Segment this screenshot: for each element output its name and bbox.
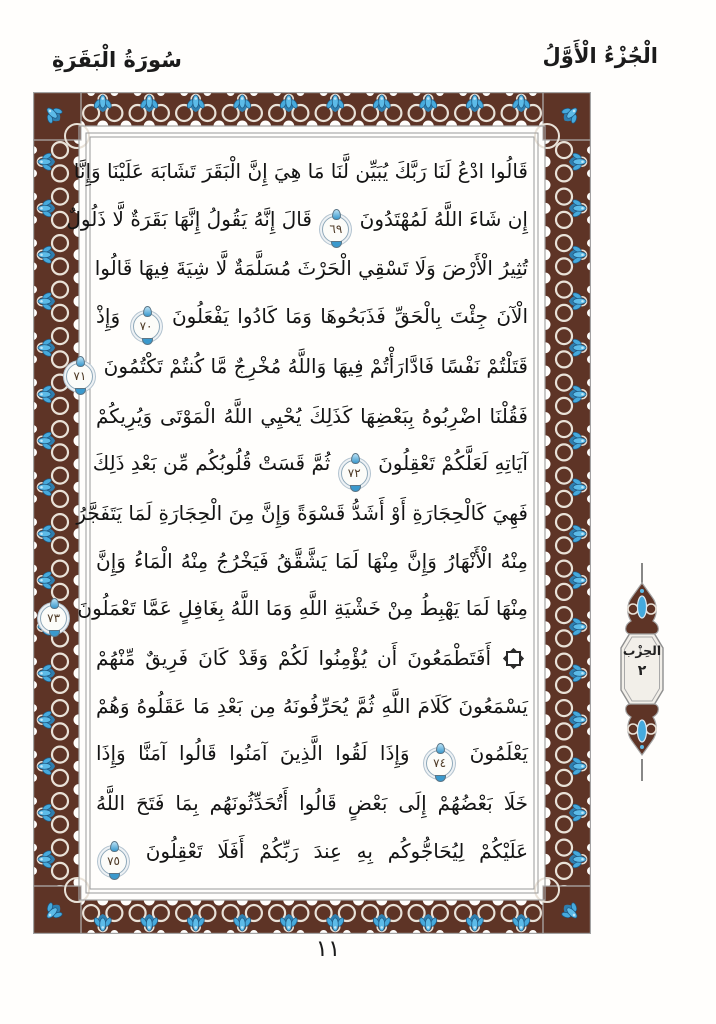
mushaf-line (92, 441, 528, 487)
ayah-text: وَإِذَا لَقُوا الَّذِينَ آمَنُوا قَالُوا آمَنَّا وَإِذَا (96, 741, 410, 766)
ayah-number-marker (100, 848, 127, 875)
ayah-number-marker (322, 216, 349, 243)
ayah-text: قَتَلْتُمْ نَفْسًا فَادَّارَأْتُمْ فِيهَا وَاللَّهُ مُخْرِجٌ مَّا كُنتُمْ تَكْتُمُونَ (103, 353, 528, 378)
page-number: ١١ (315, 936, 341, 962)
ayah-number: ٦٩ (329, 221, 343, 236)
ayah-number: ٧٠ (139, 319, 153, 334)
mushaf-line (96, 539, 528, 583)
ayah-text: يَعْلَمُونَ (469, 741, 528, 766)
juz-header: الْجُزْءُ الْأَوَّلُ (542, 44, 658, 68)
ayah-text: إِن شَاءَ اللَّهُ لَمُهْتَدُونَ (359, 206, 528, 231)
mushaf-line (76, 491, 528, 535)
ayah-text: يَسْمَعُونَ كَلَامَ اللَّهِ ثُمَّ يُحَرِّفُونَهُ مِن بَعْدِ مَا عَقَلُوهُ وَهُمْ (96, 693, 528, 718)
ayah-text: أَفَتَطْمَعُونَ أَن يُؤْمِنُوا لَكُمْ وَقَدْ كَانَ فَرِيقٌ مِّنْهُمْ (96, 646, 492, 671)
ayah-text: الْآنَ جِئْتَ بِالْحَقِّ فَذَبَحُوهَا وَمَا كَادُوا يَفْعَلُونَ (171, 304, 529, 329)
ayah-number-marker (133, 313, 160, 340)
mushaf-line (96, 246, 528, 290)
hizb-number: ٢ (637, 663, 647, 679)
hizb-medallion (610, 563, 674, 781)
frame-corner (535, 92, 591, 148)
frame-corner (33, 92, 89, 148)
ayah-number-marker (66, 363, 93, 390)
rub-el-hizb-icon (503, 648, 524, 669)
ayah-number: ٧١ (73, 368, 87, 383)
ayah-text: عَلَيْكُمْ لِيُحَاجُّوكُم بِهِ عِندَ رَبِّكُمْ أَفَلَا تَعْقِلُونَ (145, 838, 529, 863)
ayah-text: مِنْهُ الْأَنْهَارُ وَإِنَّ مِنْهَا لَمَا يَشَّقَّقُ فَيَخْرُجُ مِنْهُ الْمَاءُ وَإِنَّ (96, 548, 528, 573)
hizb-label: الحِزْب (622, 643, 662, 658)
ayah-number: ٧٢ (347, 466, 361, 481)
ayah-text: وَإِذْ (96, 304, 121, 329)
frame-corner (33, 878, 89, 934)
ayah-number: ٧٥ (107, 853, 120, 868)
ayah-number-marker (40, 605, 67, 632)
ayah-number: ٧٣ (47, 611, 61, 626)
mushaf-line (47, 586, 528, 632)
mushaf-line (96, 394, 528, 438)
ayah-number-marker (341, 460, 368, 487)
ayah-text: قَالُوا ادْعُ لَنَا رَبَّكَ يُبَيِّن لَّنَا مَا هِيَ إِنَّ الْبَقَرَ تَشَابَهَ عَلَيْنَا وَإِنَّا (73, 159, 528, 183)
ayah-number: ٧٤ (433, 756, 447, 771)
mushaf-line (66, 197, 528, 243)
ayah-text: آيَاتِهِ لَعَلَّكُمْ تَعْقِلُونَ (378, 451, 528, 476)
ayah-text: قَالَ إِنَّهُ يَقُولُ إِنَّهَا بَقَرَةٌ لَّا ذَلُولٌ (66, 206, 312, 231)
surah-header: سُورَةُ الْبَقَرَةِ (52, 48, 182, 72)
mushaf-line (96, 829, 528, 875)
mushaf-line (73, 149, 528, 193)
frame-corner (535, 878, 591, 934)
quran-text-panel (47, 137, 534, 889)
mushaf-lines (47, 137, 534, 889)
mushaf-line (96, 294, 528, 340)
ayah-text: خَلَا بَعْضُهُمْ إِلَى بَعْضٍ قَالُوا أَتُحَدِّثُونَهُم بِمَا فَتَحَ اللَّهُ (96, 791, 528, 816)
mushaf-line (96, 731, 528, 777)
mushaf-line (73, 344, 528, 390)
ayah-text: مِنْهَا لَمَا يَهْبِطُ مِنْ خَشْيَةِ اللَّهِ وَمَا اللَّهُ بِغَافِلٍ عَمَّا تَعْمَلُونَ (77, 596, 528, 621)
ayah-text: ثُمَّ قَسَتْ قُلُوبُكُم مِّن بَعْدِ ذَلِكَ (92, 451, 331, 476)
mushaf-line (96, 684, 528, 728)
ayah-text: تُثِيرُ الْأَرْضَ وَلَا تَسْقِي الْحَرْثَ مُسَلَّمَةٌ لَّا شِيَةَ فِيهَا قَالُوا (94, 256, 528, 281)
ayah-text: فَهِيَ كَالْحِجَارَةِ أَوْ أَشَدُّ قَسْوَةً وَإِنَّ مِنَ الْحِجَارَةِ لَمَا يَتَفَجَّرُ (76, 500, 528, 525)
mushaf-line (96, 636, 528, 680)
ayah-text: فَقُلْنَا اضْرِبُوهُ بِبَعْضِهَا كَذَلِكَ يُحْيِي اللَّهُ الْمَوْتَى وَيُرِيكُمْ (96, 403, 528, 428)
mushaf-line (96, 781, 528, 825)
ayah-number-marker (426, 750, 453, 777)
